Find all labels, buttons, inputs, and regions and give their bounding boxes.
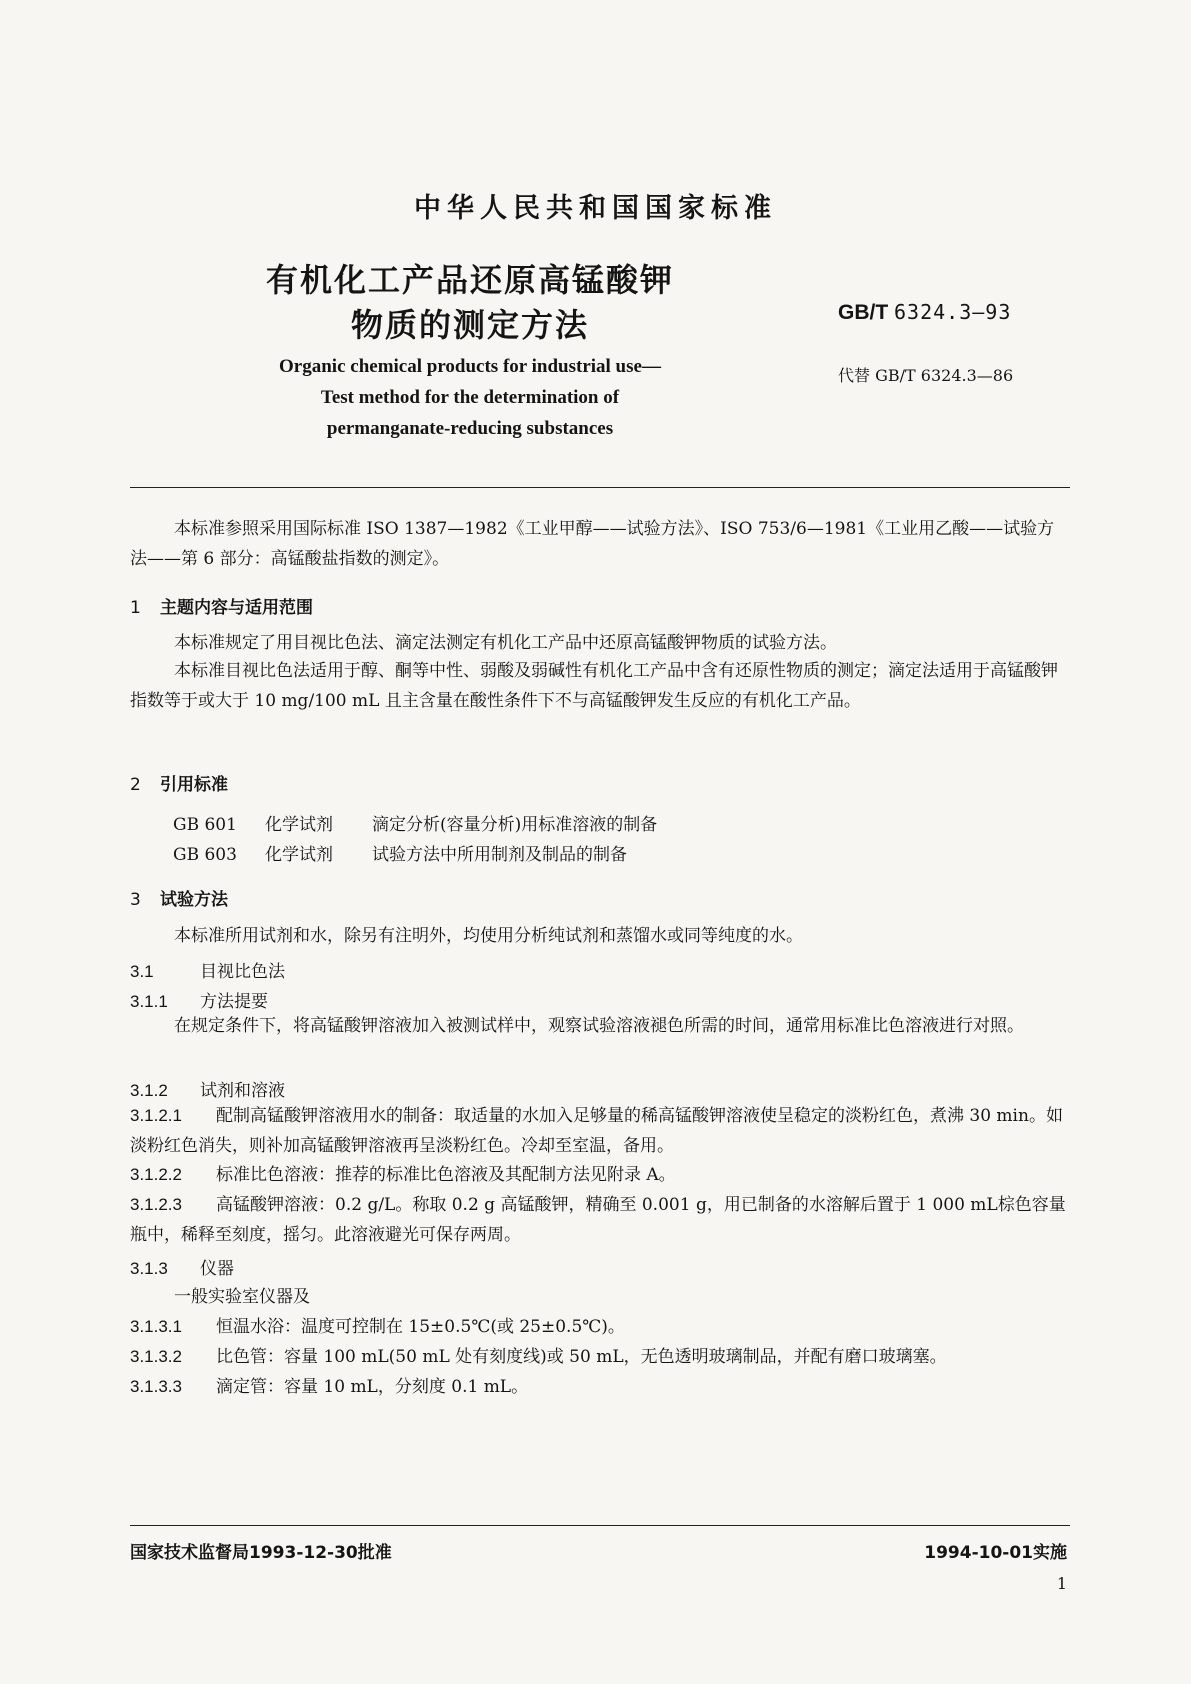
- clause-3-1-2: [130, 1076, 1070, 1101]
- reference-row: [173, 810, 657, 835]
- header-divider: [130, 487, 1070, 488]
- clause-text: 标准比色溶液：推荐的标准比色溶液及其配制方法见附录 A。: [216, 1165, 676, 1185]
- approval-date: 国家技术监督局1993-12-30批准: [130, 1543, 392, 1563]
- national-standard-heading: 中华人民共和国国家标准: [414, 193, 777, 224]
- section-3-heading: [130, 885, 228, 910]
- reference-code: GB 603: [173, 845, 237, 865]
- section-1-heading: [130, 593, 313, 618]
- clause-number: 3.1.2: [130, 1081, 168, 1100]
- clause-text: 滴定管：容量 10 mL，分刻度 0.1 mL。: [216, 1377, 529, 1397]
- clause-title: 方法提要: [200, 992, 268, 1012]
- clause-3-1-3-1: [130, 1312, 1070, 1337]
- effective-date: 1994-10-01实施: [924, 1543, 1067, 1563]
- clause-3-1-2-3: [130, 1190, 1070, 1250]
- standard-code-prefix: GB/T: [838, 301, 889, 324]
- document-title-line-2: 物质的测定方法: [350, 306, 589, 344]
- reference-row: [173, 840, 627, 865]
- footer-divider: [130, 1525, 1070, 1526]
- clause-3-1-2-1: [130, 1101, 1070, 1161]
- section-2-heading: [130, 770, 228, 795]
- clause-title: 目视比色法: [200, 962, 285, 982]
- standard-code: [838, 300, 1011, 325]
- standard-code-number: 6324.3—93: [894, 300, 1012, 324]
- clause-3-1-3: [130, 1254, 1070, 1279]
- clause-number: 3.1.2.2: [130, 1165, 182, 1184]
- replaces-note: 代替 GB/T 6324.3—86: [838, 366, 1014, 385]
- clause-number: 3.1.3: [130, 1259, 168, 1278]
- clause-text: 比色管：容量 100 mL(50 mL 处有刻度线)或 50 mL，无色透明玻璃制品，并配有磨口玻璃塞。: [216, 1347, 947, 1367]
- section-1-number: 1: [130, 598, 141, 618]
- clause-3-1-3-3: [130, 1372, 1070, 1397]
- section-1-paragraph-2: 本标准目视比色法适用于醇、酮等中性、弱酸及弱碱性有机化工产品中含有还原性物质的测定；滴定法适用于高锰酸钾指数等于或大于 10 mg/100 mL 且主含量在酸性条件下不与高锰酸钾发生反应的有机化工产品。: [130, 661, 1058, 711]
- clause-3-1-3-2: [130, 1342, 1070, 1367]
- page-number: 1: [1056, 1574, 1067, 1593]
- section-3-number: 3: [130, 890, 141, 910]
- clause-text: 配制高锰酸钾溶液用水的制备：取适量的水加入足够量的稀高锰酸钾溶液使呈稳定的淡粉红色，煮沸 30 min。如淡粉红色消失，则补加高锰酸钾溶液再呈淡粉红色。冷却至室温，备用。: [130, 1106, 1063, 1156]
- section-2-title: 引用标准: [160, 775, 228, 795]
- section-3-title: 试验方法: [160, 890, 228, 910]
- preface-paragraph: 本标准参照采用国际标准 ISO 1387—1982《工业甲醇——试验方法》、ISO 753/6—1981《工业用乙酸——试验方法——第 6 部分：高锰酸盐指数的测定》。: [130, 519, 1055, 569]
- clause-number: 3.1.3.2: [130, 1347, 182, 1366]
- clause-text: 高锰酸钾溶液：0.2 g/L。称取 0.2 g 高锰酸钾，精确至 0.001 g，用已制备的水溶解后置于 1 000 mL棕色容量瓶中，稀释至刻度，摇匀。此溶液避光可保存两周。: [130, 1195, 1066, 1245]
- clause-number: 3.1.2.1: [130, 1106, 182, 1125]
- clause-number: 3.1.3.3: [130, 1377, 182, 1396]
- clause-number: 3.1.1: [130, 992, 168, 1011]
- clause-text: 恒温水浴：温度可控制在 15±0.5℃(或 25±0.5℃)。: [216, 1317, 625, 1337]
- section-3-intro: 本标准所用试剂和水，除另有注明外，均使用分析纯试剂和蒸馏水或同等纯度的水。: [174, 926, 803, 946]
- section-2-number: 2: [130, 775, 141, 795]
- clause-3-1-2-2: [130, 1160, 1070, 1190]
- section-1-title: 主题内容与适用范围: [160, 598, 313, 618]
- clause-title: 仪器: [200, 1259, 234, 1279]
- clause-number: 3.1.3.1: [130, 1317, 182, 1336]
- english-title-line-1: Organic chemical products for industrial use—: [279, 356, 661, 377]
- english-title-line-3: permanganate-reducing substances: [326, 418, 614, 439]
- reference-category: 化学试剂: [265, 815, 333, 835]
- clause-number: 3.1: [130, 962, 154, 981]
- clause-3-1-1: [130, 987, 1070, 1012]
- reference-title: 滴定分析(容量分析)用标准溶液的制备: [372, 815, 658, 835]
- clause-title: 试剂和溶液: [200, 1081, 285, 1101]
- reference-title: 试验方法中所用制剂及制品的制备: [372, 845, 627, 865]
- section-1-paragraph-1: 本标准规定了用目视比色法、滴定法测定有机化工产品中还原高锰酸钾物质的试验方法。: [174, 633, 837, 653]
- reference-category: 化学试剂: [265, 845, 333, 865]
- clause-3-1: [130, 957, 1070, 982]
- clause-number: 3.1.2.3: [130, 1195, 182, 1214]
- document-title-line-1: 有机化工产品还原高锰酸钾: [265, 261, 674, 299]
- clause-3-1-1-text: 在规定条件下，将高锰酸钾溶液加入被测试样中，观察试验溶液褪色所需的时间，通常用标准比色溶液进行对照。: [174, 1016, 1024, 1036]
- clause-3-1-3-intro: 一般实验室仪器及: [174, 1287, 310, 1307]
- english-title-line-2: Test method for the determination of: [320, 387, 620, 408]
- reference-code: GB 601: [173, 815, 237, 835]
